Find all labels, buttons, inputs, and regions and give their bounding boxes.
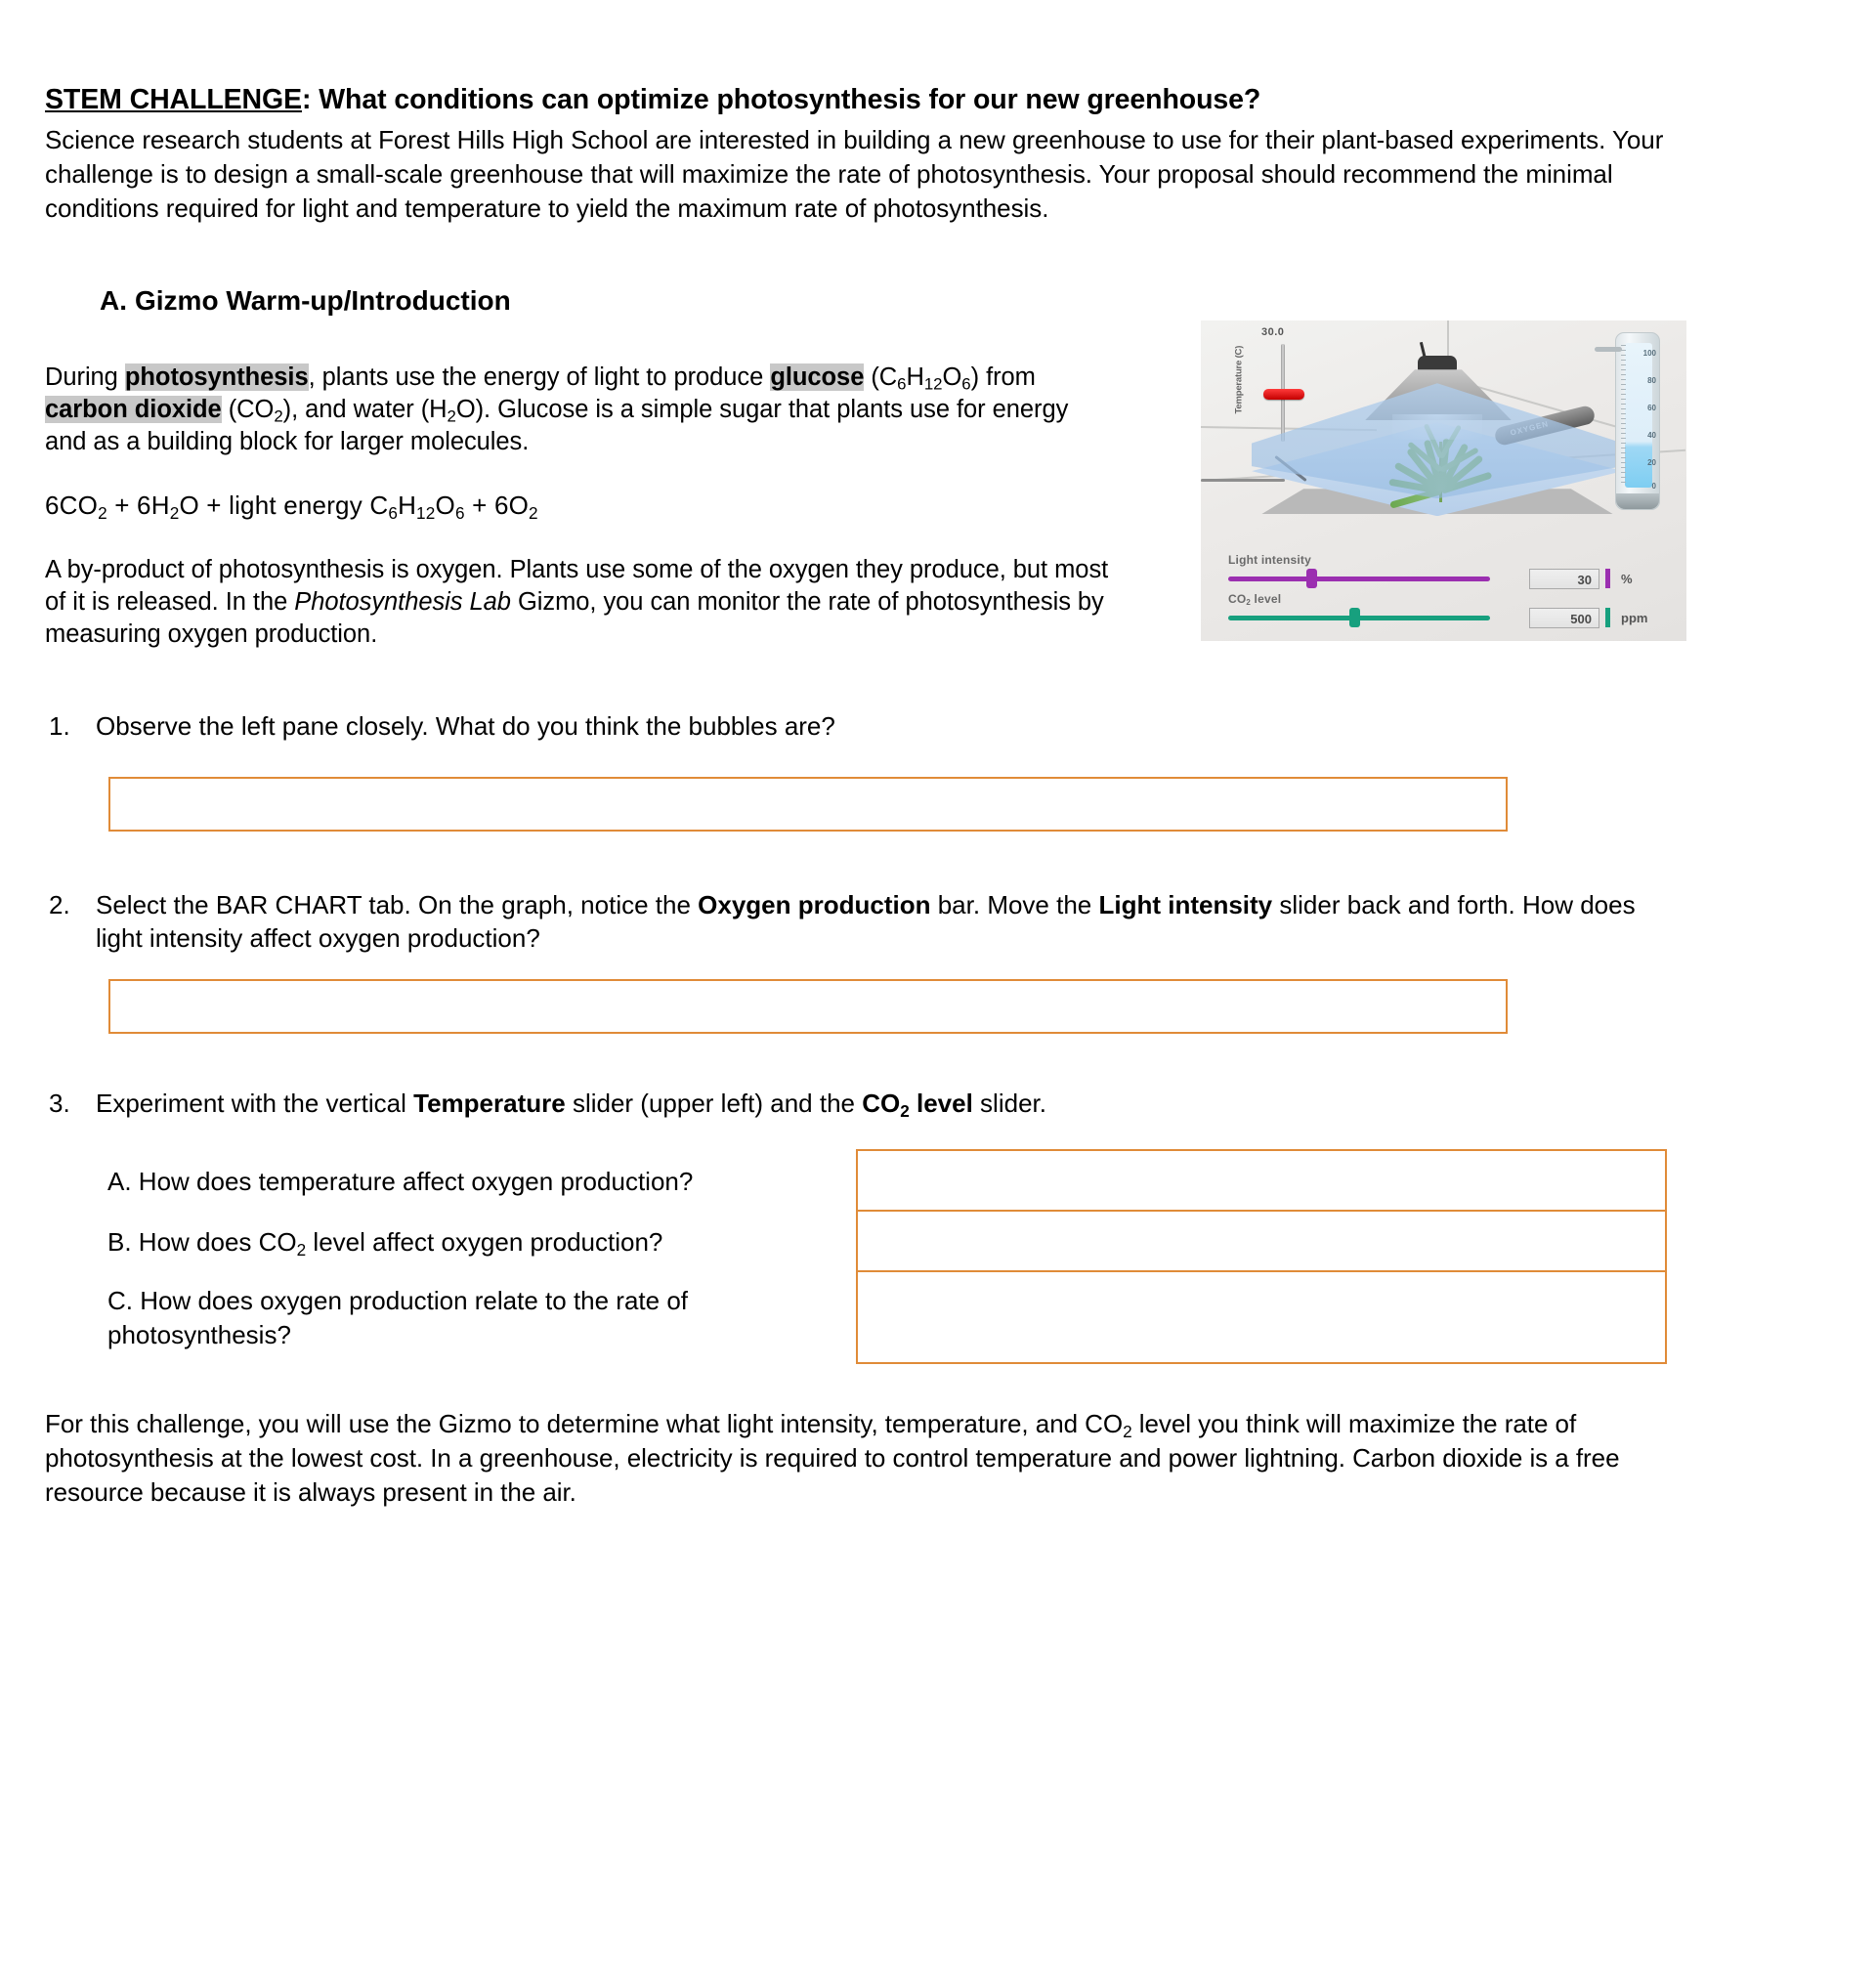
- oxygen-gauge: [1615, 332, 1660, 510]
- gauge-tick-20: 20: [1647, 458, 1656, 468]
- sub-question-row-b: [45, 1210, 1667, 1270]
- question-3-number: 3.: [49, 1088, 70, 1118]
- eq-sub-d: 12: [416, 502, 436, 523]
- glucose-sub-6b: 6: [961, 374, 971, 394]
- sub-question-row-a: [45, 1149, 1667, 1210]
- eq-sub-f: 2: [529, 502, 538, 523]
- closing-co2-sub: 2: [1123, 1422, 1132, 1442]
- question-2-text: [96, 888, 1667, 956]
- q2-post: slider back and forth. How does light intensity affect oxygen production?: [96, 889, 1636, 954]
- question-1-block: [45, 709, 1667, 832]
- closing-paragraph: [45, 1407, 1667, 1509]
- q3-post: slider.: [972, 1088, 1046, 1118]
- h2o-sub: 2: [447, 407, 456, 427]
- q3-co2-sub: 2: [900, 1100, 910, 1121]
- eq-o2: + 6O: [464, 490, 530, 520]
- eq-mid: O + light energy C: [179, 490, 389, 520]
- eq-sub-c: 6: [388, 502, 399, 523]
- gizmo-name-italic: Photosynthesis Lab: [294, 587, 511, 616]
- warmup-text-column: [45, 362, 1110, 651]
- q2-pre: Select the BAR CHART tab. On the graph, notice the: [96, 889, 699, 919]
- stem-challenge-label: STEM CHALLENGE: [45, 84, 303, 115]
- question-2-number: 2.: [49, 889, 70, 919]
- co2-indicator: [1605, 608, 1610, 627]
- gauge-hatch-marks: [1621, 345, 1626, 486]
- eq-sub-a: 2: [98, 502, 107, 523]
- highlight-glucose: glucose: [770, 363, 865, 392]
- question-3-row: [45, 1087, 1667, 1121]
- gauge-tick-80: 80: [1647, 376, 1656, 386]
- q3-pre: Experiment with the vertical: [96, 1088, 414, 1118]
- def-mid7: ), and water (H: [282, 396, 448, 424]
- stem-challenge-question: What conditions can optimize photosynthesis for our new greenhouse?: [311, 84, 1261, 115]
- q3-bold-co2-level: [862, 1088, 973, 1121]
- temperature-axis-label: Temperature (C): [1233, 346, 1245, 414]
- warmup-block: [45, 326, 1667, 651]
- sub-question-b-answer-box[interactable]: [856, 1210, 1667, 1270]
- q2-bold-light-intensity: Light intensity: [1098, 889, 1273, 919]
- highlight-carbon-dioxide: carbon dioxide: [45, 396, 222, 424]
- co2-label-subscript: 2: [1246, 598, 1252, 608]
- eq-sub-b: 2: [169, 502, 180, 523]
- eq-co2: 6CO: [45, 490, 99, 520]
- gauge-tick-100: 100: [1642, 349, 1656, 359]
- def-mid8: O). Glucose is a simple sugar that plants use for energy and as a building block for larger molecules.: [45, 396, 1069, 456]
- temperature-slider-thumb[interactable]: [1263, 389, 1304, 400]
- co2-readout[interactable]: 500: [1529, 608, 1599, 628]
- co2-slider-thumb[interactable]: [1349, 608, 1360, 627]
- sub-b-post: level affect oxygen production?: [306, 1227, 663, 1258]
- def-mid1: , plants use the energy of light to produce: [308, 363, 771, 392]
- closing-post: level you think will maximize the rate of photosynthesis at the lowest cost. In a greenhouse, electricity is required to control temperature and power lightning. Carbon dioxide is a free resource because it is always present in the air.: [45, 1409, 1620, 1507]
- stem-challenge-colon: :: [302, 84, 312, 115]
- sub-question-a-text: A. How does temperature affect oxygen production?: [107, 1167, 694, 1197]
- light-intensity-unit: %: [1621, 572, 1633, 587]
- question-1-number: 1.: [49, 711, 70, 742]
- question-1-answer-box[interactable]: [108, 777, 1508, 832]
- co2-unit: ppm: [1621, 611, 1648, 626]
- eq-h2o: + 6H: [107, 490, 170, 520]
- sub-question-c-text: C. How does oxygen production relate to the rate of photosynthesis?: [107, 1286, 689, 1349]
- gauge-cap: [1616, 493, 1659, 509]
- gauge-tick-0: 0: [1651, 482, 1656, 491]
- question-3-block: [45, 1087, 1667, 1121]
- gizmo-screenshot-figure: [1201, 320, 1686, 641]
- intro-paragraph: Science research students at Forest Hills High School are interested in building a new greenhouse to use for their plant-based experiments. Your challenge is to design a small-scale greenhouse that will maximize the rate of photosynthesis. Your proposal should recommend the minimal conditions required for light and temperature to yield the maximum rate of photosynthesis.: [45, 125, 1664, 223]
- glucose-sub-6: 6: [897, 374, 907, 394]
- q2-mid: bar. Move the: [930, 889, 1099, 919]
- q3-bold-temperature: Temperature: [413, 1088, 566, 1118]
- def-mid5: ) from: [970, 363, 1036, 392]
- gauge-tick-60: 60: [1647, 404, 1656, 413]
- light-intensity-readout[interactable]: 30: [1529, 569, 1599, 589]
- sub-questions-table: [45, 1149, 1667, 1364]
- sub-question-a-answer-box[interactable]: [856, 1149, 1667, 1210]
- q3-co2-text: CO: [862, 1088, 901, 1118]
- co2-label-suffix: level: [1251, 592, 1282, 607]
- co2-level-label: [1228, 592, 1281, 606]
- document-content: [45, 82, 1667, 1509]
- sub-b-pre: B. How does CO: [107, 1227, 297, 1258]
- sub-question-b-text: [45, 1210, 856, 1260]
- q3-mid: slider (upper left) and the: [565, 1088, 863, 1118]
- q3-co2-suffix: level: [909, 1088, 973, 1118]
- section-a-title: Gizmo Warm-up/Introduction: [135, 285, 511, 317]
- byproduct-pre: A by-product of photosynthesis is oxygen. Plants use some of the oxygen they produce, but most of it is released. In the: [45, 555, 1109, 616]
- section-a-heading: [45, 285, 1667, 317]
- sub-question-row-c: [45, 1270, 1667, 1364]
- eq-o: O: [435, 490, 455, 520]
- light-intensity-slider-track[interactable]: [1228, 577, 1490, 581]
- highlight-photosynthesis: photosynthesis: [124, 363, 309, 392]
- sub-b-subscript: 2: [296, 1240, 307, 1260]
- def-mid2: (C: [864, 363, 898, 392]
- sub-question-c-answer-box[interactable]: [856, 1270, 1667, 1364]
- eq-h: H: [398, 490, 417, 520]
- light-intensity-slider-thumb[interactable]: [1306, 569, 1317, 588]
- def-mid6: (CO: [221, 396, 275, 424]
- temperature-value: 30.0: [1261, 326, 1285, 339]
- section-a-letter: A.: [100, 285, 127, 317]
- question-2-answer-box[interactable]: [108, 979, 1508, 1034]
- gauge-tick-40: 40: [1647, 431, 1656, 441]
- photosynthesis-definition-paragraph: [45, 362, 1110, 458]
- question-3-text: [96, 1087, 1667, 1121]
- def-mid4: O: [942, 363, 962, 392]
- byproduct-post: Gizmo, you can monitor the rate of photosynthesis by measuring oxygen production.: [45, 587, 1104, 648]
- photosynthesis-equation: [45, 491, 1110, 521]
- question-2-block: [45, 888, 1667, 1034]
- eq-sub-e: 6: [454, 502, 465, 523]
- co2-label-text: CO: [1228, 592, 1247, 607]
- question-2-row: [45, 888, 1667, 956]
- probe-wire: [1201, 479, 1285, 482]
- light-intensity-label: Light intensity: [1228, 553, 1311, 568]
- gauge-arm: [1595, 347, 1622, 352]
- co2-sub: 2: [274, 407, 283, 427]
- q2-bold-oxygen-production: Oxygen production: [698, 889, 931, 919]
- light-intensity-indicator: [1605, 569, 1610, 588]
- closing-pre: For this challenge, you will use the Gizmo to determine what light intensity, temperature, and CO: [45, 1409, 1124, 1439]
- oxygen-byproduct-paragraph: [45, 554, 1110, 651]
- def-pre: During: [45, 363, 125, 392]
- page-title: [45, 82, 1667, 117]
- question-1-text: Observe the left pane closely. What do you think the bubbles are?: [96, 711, 835, 742]
- glucose-sub-12: 12: [923, 374, 943, 394]
- def-mid3: H: [906, 363, 924, 392]
- question-1-row: [45, 709, 1667, 744]
